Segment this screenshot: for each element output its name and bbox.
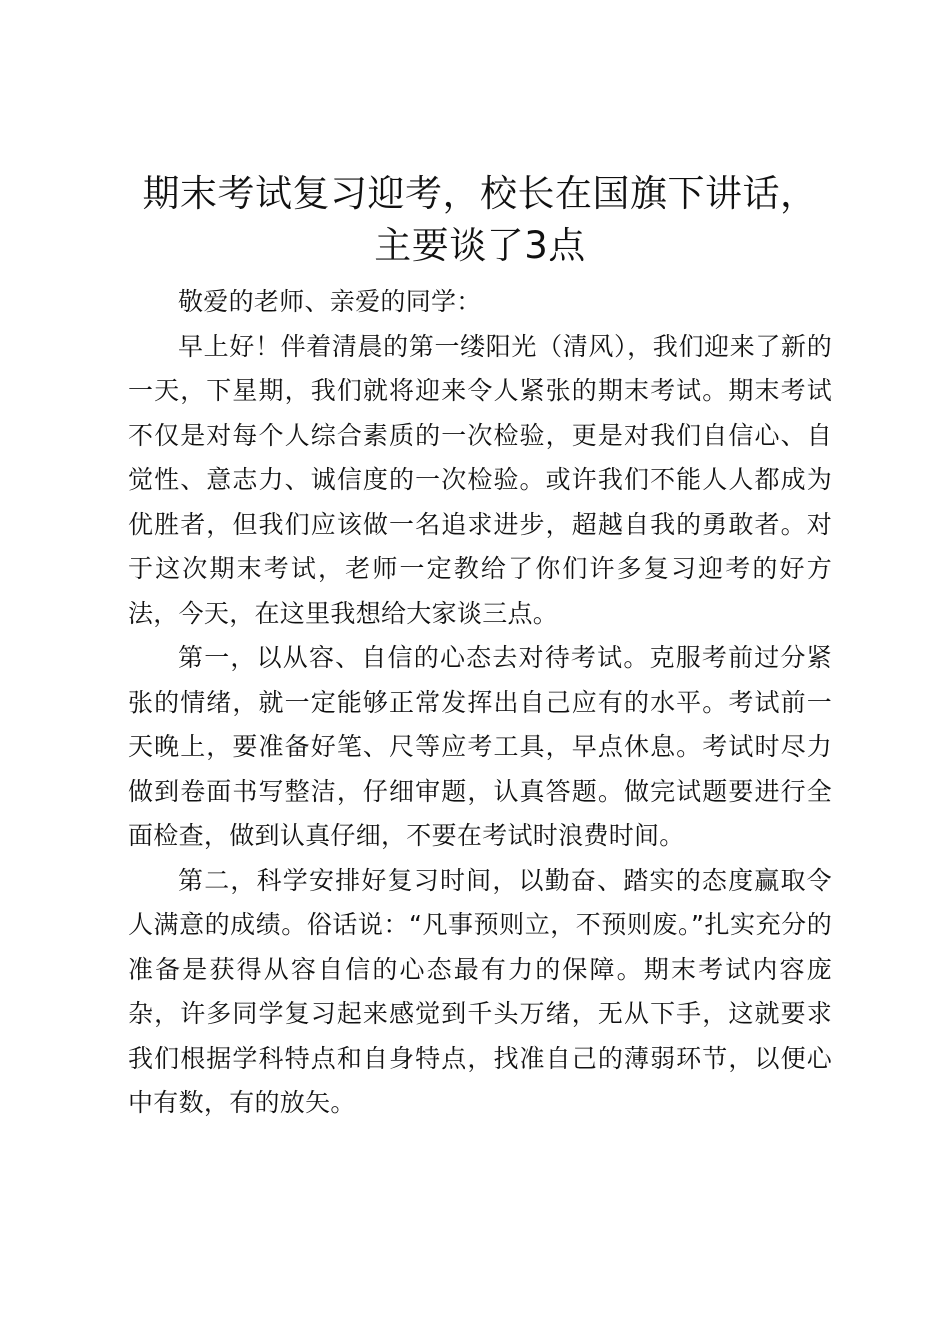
document-page	[128, 168, 832, 1126]
salutation: 敬爱的老师、亲爱的同学：	[178, 287, 482, 316]
document-title: 期末考试复习迎考，校长在国旗下讲话，主要谈了3点	[142, 172, 818, 267]
paragraph-point-two: 第二，科学安排好复习时间，以勤奋、踏实的态度赢取令人满意的成绩。俗话说：“凡事预则立，不预则废。”扎实充分的准备是获得从容自信的心态最有力的保障。期末考试内容庞杂，许多同学复习起来感觉到千头万绪，无从下手，这就要求我们根据学科特点和自身特点，找准自己的薄弱环节，以便心中有数，有的放矢。	[128, 865, 832, 1117]
paragraph-greeting: 早上好！伴着清晨的第一缕阳光（清风），我们迎来了新的一天，下星期，我们就将迎来令人紧张的期末考试。期末考试不仅是对每个人综合素质的一次检验，更是对我们自信心、自觉性、意志力、诚信度的一次检验。或许我们不能人人都成为优胜者，但我们应该做一名追求进步，超越自我的勇敢者。对于这次期末考试，老师一定教给了你们许多复习迎考的好方法，今天，在这里我想给大家谈三点。	[128, 331, 832, 628]
document-body	[128, 280, 832, 1126]
paragraph-point-one: 第一，以从容、自信的心态去对待考试。克服考前过分紧张的情绪，就一定能够正常发挥出自己应有的水平。考试前一天晚上，要准备好笔、尺等应考工具，早点休息。考试时尽力做到卷面书写整洁，仔细审题，认真答题。做完试题要进行全面检查，做到认真仔细，不要在考试时浪费时间。	[128, 643, 832, 850]
